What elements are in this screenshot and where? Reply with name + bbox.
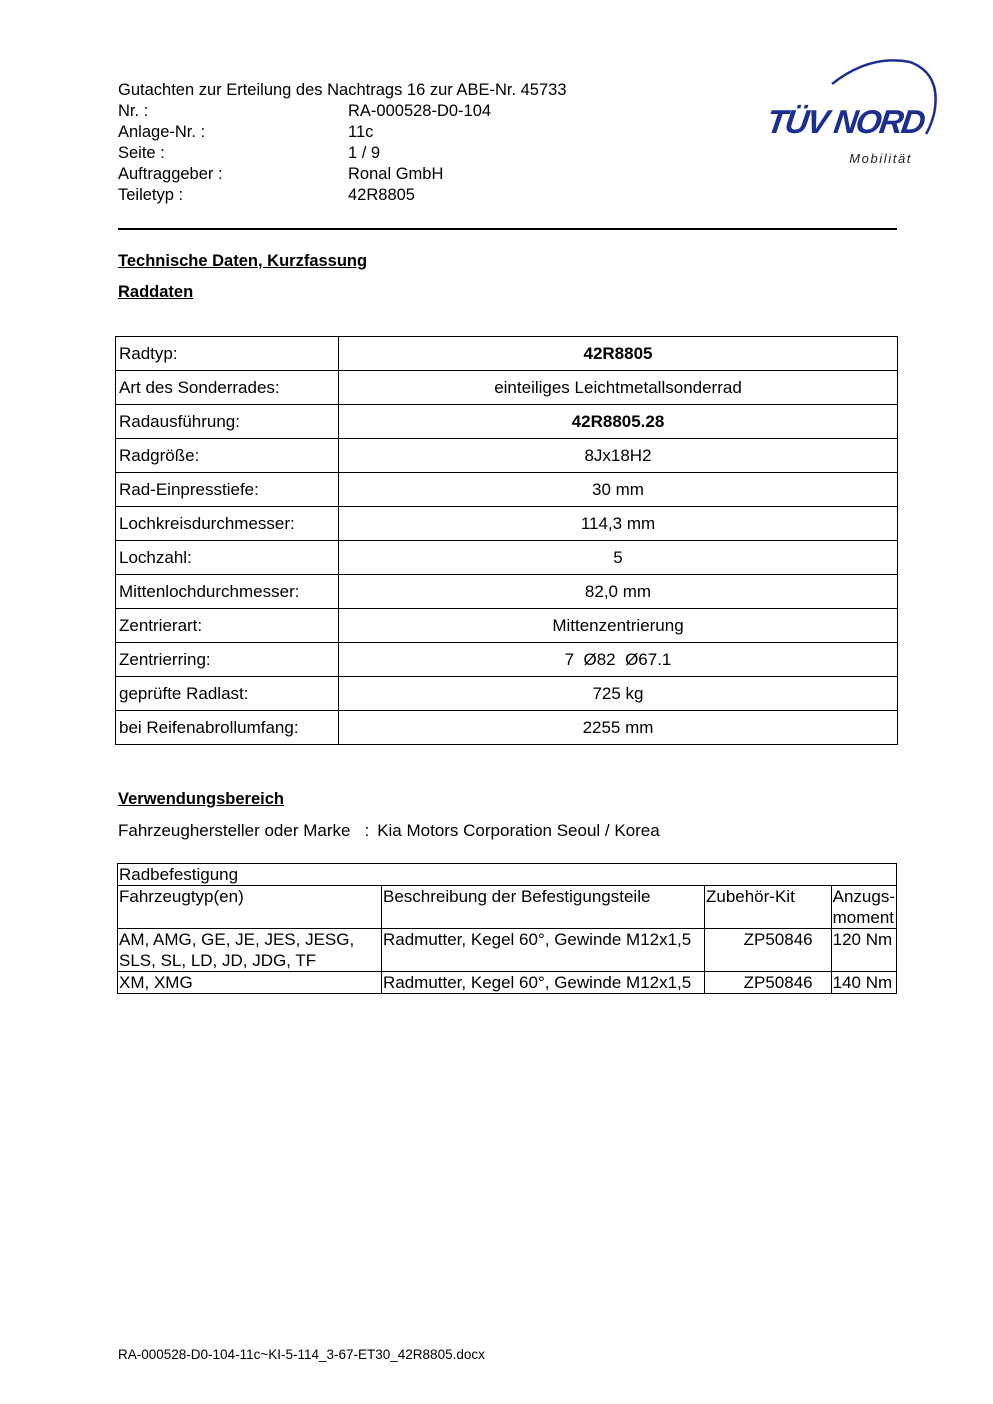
footer-filename: RA-000528-D0-104-11c~KI-5-114_3-67-ET30_42R8805.docx xyxy=(118,1347,485,1362)
header-row-anlage xyxy=(118,122,567,143)
header-label: Anlage-Nr. : xyxy=(118,123,206,141)
row-label: Art des Sonderrades: xyxy=(116,371,339,405)
table-row xyxy=(116,473,898,507)
header-label: Nr. : xyxy=(118,102,149,120)
table-row xyxy=(116,405,898,439)
row-value: 114,3 mm xyxy=(339,507,898,541)
row-value: 30 mm xyxy=(339,473,898,507)
usage-value: Kia Motors Corporation Seoul / Korea xyxy=(377,821,660,840)
section-heading: Technische Daten, Kurzfassung xyxy=(118,252,368,270)
header-row-auftraggeber xyxy=(118,164,567,185)
accessory-kit: ZP50846 xyxy=(704,929,831,972)
table-row xyxy=(116,337,898,371)
table-row xyxy=(116,575,898,609)
row-label: Rad-Einpresstiefe: xyxy=(116,473,339,507)
row-value: 2255 mm xyxy=(339,711,898,745)
raddaten-table xyxy=(115,336,898,745)
table-row xyxy=(116,677,898,711)
column-header: Anzugs- moment xyxy=(832,887,895,927)
header-label: Seite : xyxy=(118,144,165,162)
row-label: Radtyp: xyxy=(116,337,339,371)
column-header: Beschreibung der Befestigungsteile xyxy=(381,886,704,929)
accessory-kit: ZP50846 xyxy=(704,972,831,994)
row-label: Lochzahl: xyxy=(116,541,339,575)
column-header: Zubehör-Kit xyxy=(704,886,831,929)
fastener-description: Radmutter, Kegel 60°, Gewinde M12x1,5 xyxy=(381,972,704,994)
table-caption: Radbefestigung xyxy=(118,864,897,886)
row-value: 5 xyxy=(339,541,898,575)
row-value: 725 kg xyxy=(339,677,898,711)
row-label: Lochkreisdurchmesser: xyxy=(116,507,339,541)
document-header xyxy=(118,80,567,206)
befestigung-table xyxy=(117,863,897,994)
tightening-torque: 120 Nm xyxy=(831,929,896,972)
report-title: Gutachten zur Erteilung des Nachtrags 16 zur ABE-Nr. 45733 xyxy=(118,81,567,99)
row-value: 42R8805.28 xyxy=(339,405,898,439)
vehicle-types: AM, AMG, GE, JE, JES, JESG, SLS, SL, LD, JD, JDG, TF xyxy=(118,929,382,972)
raddaten-heading: Raddaten xyxy=(118,283,194,301)
row-value: einteiliges Leichtmetallsonderrad xyxy=(339,371,898,405)
table-row xyxy=(116,541,898,575)
row-value: 8Jx18H2 xyxy=(339,439,898,473)
row-value: 7 Ø82 Ø67.1 xyxy=(339,643,898,677)
table-row xyxy=(118,929,897,972)
table-row xyxy=(116,711,898,745)
usage-line xyxy=(118,821,660,841)
row-label: Zentrierart: xyxy=(116,609,339,643)
row-label: geprüfte Radlast: xyxy=(116,677,339,711)
header-row-teiletyp xyxy=(118,185,567,206)
table-row xyxy=(116,609,898,643)
row-value: 42R8805 xyxy=(339,337,898,371)
tuev-nord-logo xyxy=(760,56,942,172)
table-row xyxy=(116,507,898,541)
logo-wordmark: TÜV NORD xyxy=(764,103,927,140)
header-value: 42R8805 xyxy=(348,186,415,204)
header-value: Ronal GmbH xyxy=(348,165,444,183)
table-caption-row xyxy=(118,864,897,886)
usage-separator: : xyxy=(364,821,370,840)
row-label: Zentrierring: xyxy=(116,643,339,677)
header-label: Auftraggeber : xyxy=(118,165,223,183)
table-row xyxy=(116,643,898,677)
row-value: 82,0 mm xyxy=(339,575,898,609)
table-header-row xyxy=(118,886,897,929)
row-value: Mittenzentrierung xyxy=(339,609,898,643)
header-value: 11c xyxy=(348,123,374,141)
table-row xyxy=(116,439,898,473)
header-value: RA-000528-D0-104 xyxy=(348,102,492,120)
row-label: bei Reifenabrollumfang: xyxy=(116,711,339,745)
tightening-torque: 140 Nm xyxy=(831,972,896,994)
column-header: Fahrzeugtyp(en) xyxy=(118,886,382,929)
usage-label: Fahrzeughersteller oder Marke xyxy=(118,821,351,840)
vehicle-types: XM, XMG xyxy=(118,972,382,994)
header-label: Teiletyp : xyxy=(118,186,184,204)
row-label: Radgröße: xyxy=(116,439,339,473)
header-row-seite xyxy=(118,143,567,164)
fastener-description: Radmutter, Kegel 60°, Gewinde M12x1,5 xyxy=(381,929,704,972)
table-row xyxy=(118,972,897,994)
header-value: 1 / 9 xyxy=(348,144,381,162)
header-divider xyxy=(118,228,897,230)
verwendung-heading: Verwendungsbereich xyxy=(118,790,284,808)
table-row xyxy=(116,371,898,405)
row-label: Radausführung: xyxy=(116,405,339,439)
logo-subtitle: Mobilität xyxy=(849,151,912,166)
header-row-nr xyxy=(118,101,567,122)
row-label: Mittenlochdurchmesser: xyxy=(116,575,339,609)
